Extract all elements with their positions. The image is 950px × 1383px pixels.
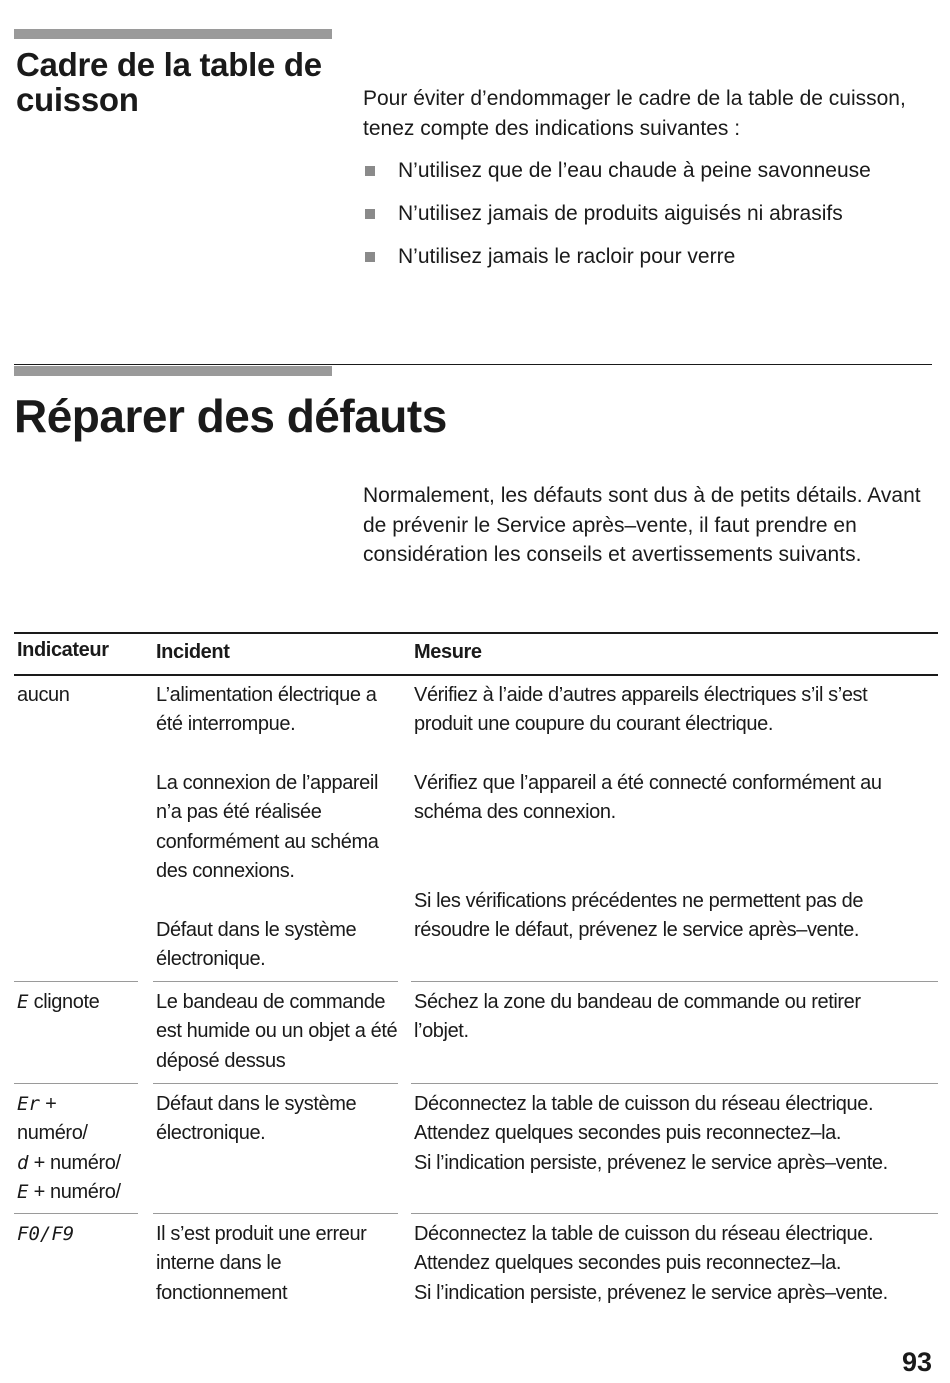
row-divider	[14, 981, 138, 982]
table-cell-incident: Défaut dans le système électronique.	[156, 919, 357, 971]
list-item: N’utilisez jamais de produits aiguisés ni abrasifs	[363, 199, 943, 242]
section-divider-bar	[14, 29, 332, 39]
bullet-square-icon	[365, 209, 375, 219]
row-divider	[153, 1083, 398, 1084]
display-code: Er	[17, 1093, 40, 1115]
row-divider	[411, 1213, 938, 1214]
table-cell-measure: Vérifiez que l’appareil a été connecté conformément au schéma des connexion.	[414, 772, 882, 824]
section-intro-cadre: Pour éviter d’endommager le cadre de la table de cuisson, tenez compte des indications suivantes :	[363, 87, 906, 140]
row-divider	[411, 981, 938, 982]
table-cell-incident: Le bandeau de commande est humide ou un objet a été déposé dessus	[156, 991, 398, 1072]
table-cell-measure: Si les vérifications précédentes ne permettent pas de résoudre le défaut, prévenez le service après–vente.	[414, 890, 864, 942]
page-number: 93	[901, 1347, 932, 1377]
row-divider	[153, 981, 398, 982]
table-cell-incident: Défaut dans le système électronique.	[156, 1093, 357, 1145]
section-title-reparer: Réparer des défauts	[14, 390, 447, 442]
table-top-rule	[14, 632, 938, 634]
row-divider	[153, 1213, 398, 1214]
bullet-square-icon	[365, 252, 375, 262]
bullet-square-icon	[365, 166, 375, 176]
table-cell-incident: L’alimentation électrique a été interrompue.	[156, 684, 377, 736]
table-cell-incident: La connexion de l’appareil n’a pas été réalisée conformément au schéma des connexions.	[156, 772, 379, 883]
table-cell-incident: Il s’est produit une erreur interne dans le fonctionnement	[156, 1223, 367, 1304]
section-title-cadre: Cadre de la table de cuisson	[16, 46, 322, 118]
list-item: N’utilisez jamais le racloir pour verre	[363, 242, 943, 285]
table-cell-indicator: aucun	[17, 684, 70, 706]
table-cell-indicator	[17, 1220, 142, 1249]
display-code: F0/F9	[17, 1223, 75, 1245]
column-header-incident: Incident	[156, 641, 230, 663]
table-cell-measure: Séchez la zone du bandeau de commande ou retirer l’objet.	[414, 991, 861, 1043]
table-header-rule	[14, 674, 938, 676]
row-divider	[14, 1083, 138, 1084]
table-cell-indicator: Er + numéro/ d + numéro/ E + numéro/	[17, 1093, 121, 1204]
section-rule	[14, 364, 932, 365]
row-divider	[411, 1083, 938, 1084]
list-item: N’utilisez que de l’eau chaude à peine savonneuse	[363, 156, 943, 199]
column-header-indicateur: Indicateur	[17, 639, 109, 661]
display-code: d	[17, 1151, 29, 1174]
section-intro-reparer: Normalement, les défauts sont dus à de petits détails. Avant de prévenir le Service après–vente, il faut prendre en considération les conseils et avertissements suivants.	[363, 484, 921, 566]
row-divider	[14, 1213, 138, 1214]
table-cell-measure: Vérifiez à l’aide d’autres appareils électriques s’il s’est produit une coupure du courant électrique.	[414, 684, 868, 736]
display-code: E	[17, 1181, 29, 1204]
column-header-mesure: Mesure	[414, 641, 482, 663]
table-cell-measure: Déconnectez la table de cuisson du réseau électrique. Attendez quelques secondes puis reconnectez–la. Si l’indication persiste, prévenez le service après–vente.	[414, 1223, 888, 1304]
table-cell-indicator: E clignote	[17, 991, 100, 1013]
bullet-list	[363, 156, 943, 285]
section-divider-bar	[14, 366, 332, 376]
display-code: E	[17, 991, 29, 1013]
table-cell-measure: Déconnectez la table de cuisson du réseau électrique. Attendez quelques secondes puis reconnectez–la. Si l’indication persiste, prévenez le service après–vente.	[414, 1093, 888, 1174]
